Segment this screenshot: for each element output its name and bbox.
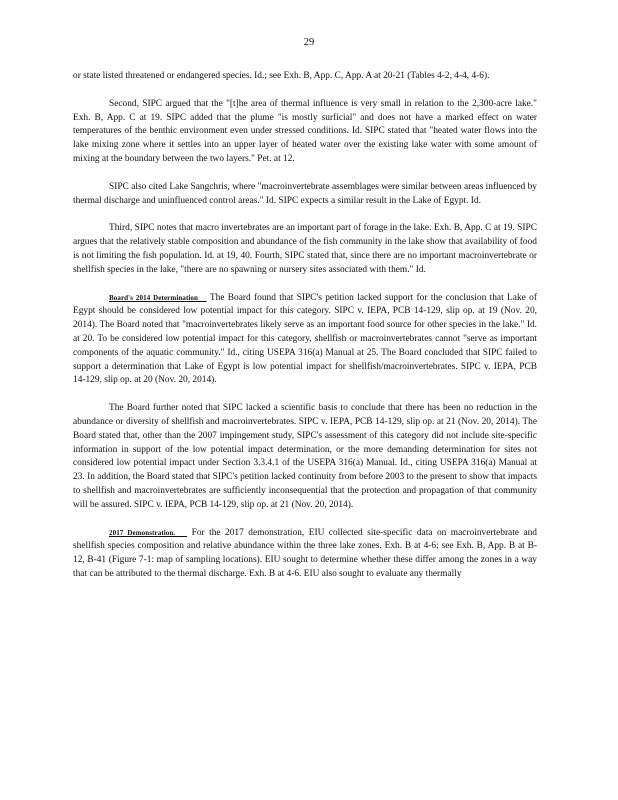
paragraph: Third, SIPC notes that macro invertebrates are an important part of forage in the lake. Exh. B, App. C at 19. SIPC argues that the relatively stable composition and abundance of the fish community in the lake show that availability of food is not limiting the fish population. Id. at 19, 40. Fourth, SIPC stated that, since there are no important macroinvertebrate or shellfish species in the lake, "there are no spawning or nursery sites associated with them." Id. — [73, 223, 537, 275]
paragraph-with-heading — [73, 292, 537, 389]
paragraph: SIPC also cited Lake Sangchris, where "macroinvertebrate assemblages were similar between areas influenced by thermal discharge and uninfluenced control areas." Id. SIPC expects a similar result in the Lake of Egypt. Id. — [73, 181, 537, 206]
paragraph-body: The Board found that SIPC's petition lacked support for the conclusion that Lake of Egypt should be considered low potential impact for this category. SIPC v. IEPA, PCB 14-129, slip op. at 19 (Nov. 20, 2014). The Board noted that "macroinvertebrates likely serve as an important food source for other species in the lake." Id. at 20. To be considered low potential impact for this category, shellfish or macroinvertebrates cannot "serve as important components of the aquatic community." Id., citing USEPA 316(a) Manual at 25. The Board concluded that SIPC failed to support a determination that Lake of Egypt is low potential impact for shellfish/macroinvertebrates. SIPC v. IEPA, PCB 14-129, slip op. at 20 (Nov. 20, 2014). — [73, 292, 537, 386]
page-number: 29 — [303, 37, 315, 48]
document-body — [73, 70, 537, 596]
paragraph: or state listed threatened or endangered species. Id.; see Exh. B, App. C, App. A at 20-21 (Tables 4-2, 4-4, 4-6). — [73, 71, 490, 81]
section-heading: Board's 2014 Determination — [109, 293, 207, 302]
section-heading: 2017 Demonstration. — [109, 528, 188, 537]
paragraph: Second, SIPC argued that the "[t]he area of thermal influence is very small in relation to the 2,300-acre lake." Exh. B, App. C at 19. SIPC added that the plume "is mostly surficial" and does not have a marked effect on water temperatures of the benthic environment even under stressed conditions. Id. SIPC stated that "heated water flows into the lake mixing zone where it settles into an upper layer of heated water over the existing lake water with some amount of mixing at the boundary between the two layers." Pet. at 12. — [73, 98, 537, 164]
paragraph: The Board further noted that SIPC lacked a scientific basis to conclude that there has been no reduction in the abundance or diversity of shellfish and macroinvertebrates. SIPC v. IEPA, PCB 14-129, slip op. at 21 (Nov. 20, 2014). The Board stated that, other than the 2007 impingement study, SIPC's assessment of this category did not include site-specific information in support of the low potential impact determination, or the more demanding determination for sites not considered low potential impact under Section 3.3.4.1 of the USEPA 316(a) Manual. Id., citing USEPA 316(a) Manual at 23. In addition, the Board stated that SIPC's petition lacked continuity from before 2003 to the present to show that impacts to shellfish and macroinvertebrates are sufficiently inconsequential that the protection and propagation of that community will be assured. SIPC v. IEPA, PCB 14-129, slip op. at 21 (Nov. 20, 2014). — [73, 403, 537, 510]
paragraph-body: For the 2017 demonstration, EIU collected site-specific data on macroinvertebrate and shellfish species composition and relative abundance within the three lake zones. Exh. B at 4-6; see Exh. B, App. B at B-12, B-41 (Figure 7-1: map of sampling locations). EIU sought to determine whether these differ among the zones in a way that can be attributed to the thermal discharge. Exh. B at 4-6. EIU also sought to evaluate any thermally — [73, 527, 537, 579]
paragraph-with-heading — [73, 527, 537, 582]
